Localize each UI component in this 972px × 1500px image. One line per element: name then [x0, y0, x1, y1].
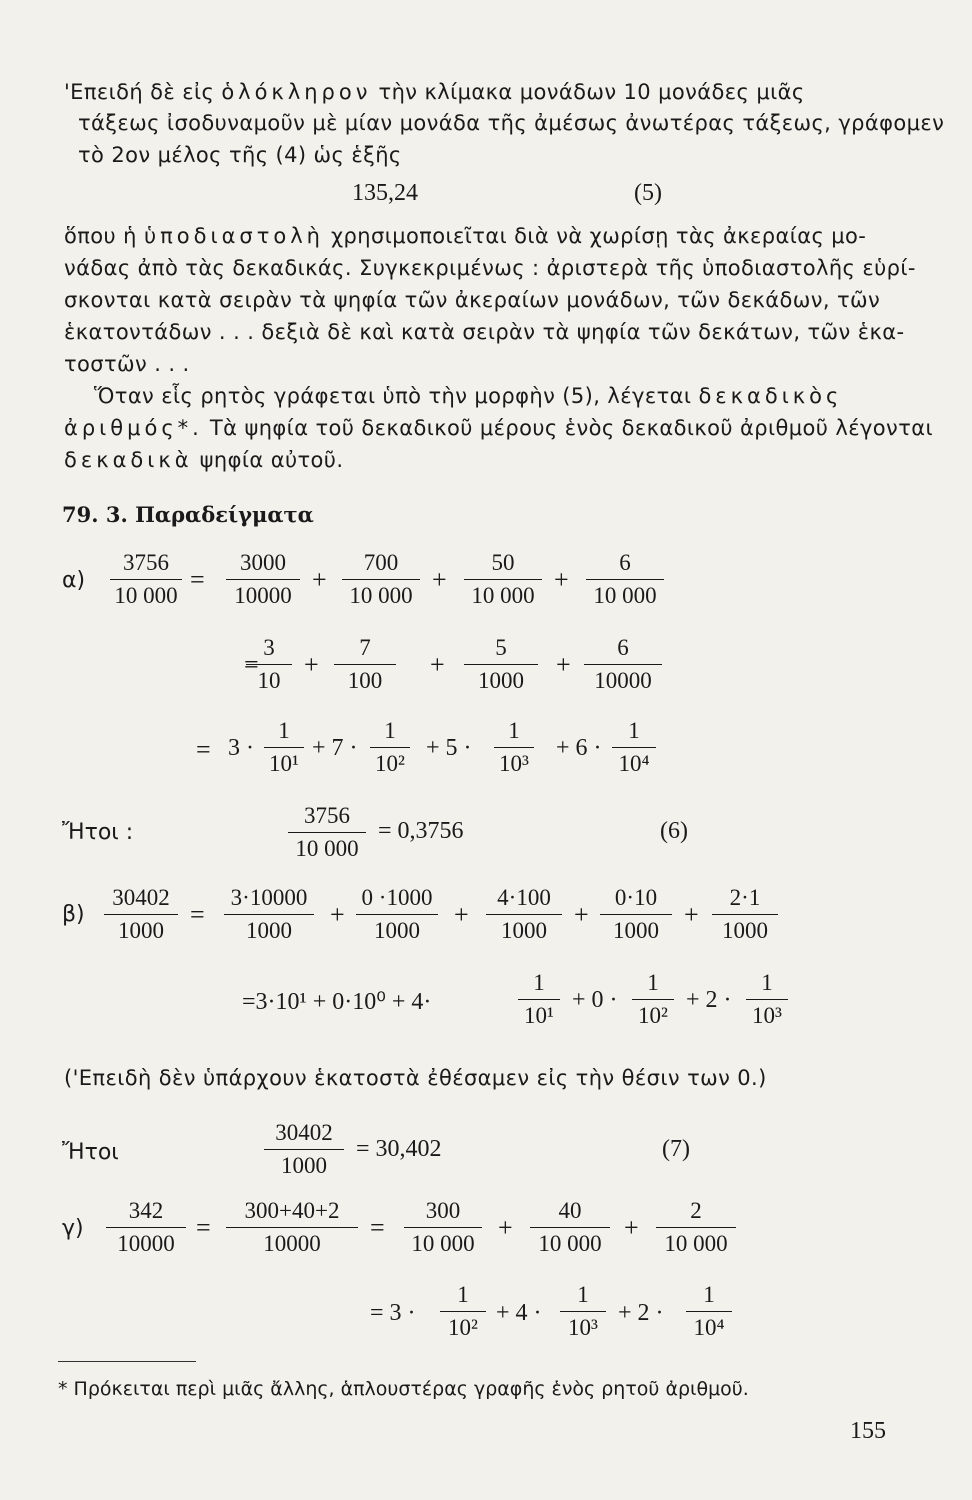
numerator: 7 — [359, 635, 371, 660]
numerator: 300+40+2 — [244, 1198, 340, 1223]
numerator: 0 ·1000 — [361, 885, 433, 910]
denominator: 1000 — [118, 918, 164, 943]
plus-sign: + — [556, 650, 571, 679]
denominator: 1000 — [281, 1153, 327, 1178]
denominator: 10² — [448, 1315, 478, 1340]
spaced-term: ὁλόκληρον — [221, 80, 372, 104]
coefficient: + 4 · — [496, 1300, 542, 1326]
numerator: 1 — [761, 970, 773, 995]
fraction — [104, 885, 178, 944]
fraction — [404, 1198, 482, 1257]
numerator: 6 — [619, 550, 631, 575]
text-fragment: Ὅταν εἷς ρητὸς γράφεται ὑπὸ τὴν μορφὴν (5), λέγεται — [94, 384, 692, 408]
numerator: 1 — [628, 718, 640, 743]
fraction — [288, 803, 366, 862]
spaced-term: ἀριθμός*. — [64, 416, 203, 440]
text-line: τὸ 2ον μέλος τῆς (4) ὡς ἑξῆς — [78, 143, 402, 167]
fraction — [586, 550, 664, 609]
fraction — [746, 970, 788, 1029]
fraction — [226, 1198, 358, 1257]
fraction — [712, 885, 778, 944]
denominator: 100 — [347, 668, 383, 693]
plus-sign: + — [498, 1213, 513, 1242]
equation-6-tag: (6) — [660, 818, 688, 844]
fraction — [518, 970, 560, 1029]
plus-sign: + — [432, 565, 447, 594]
numerator: 4·100 — [497, 885, 551, 910]
plus-sign: + — [454, 900, 469, 929]
page-number: 155 — [850, 1418, 886, 1444]
fraction-bar — [584, 664, 662, 665]
fraction — [226, 550, 300, 609]
denominator: 10000 — [594, 668, 652, 693]
text-line: νάδας ἀπὸ τὰς δεκαδικάς. Συγκεκριμένως : ἀριστερὰ τῆς ὑποδιαστολῆς εὑρί- — [64, 256, 916, 280]
numerator: 0·10 — [614, 885, 658, 910]
numerator: 6 — [617, 635, 629, 660]
fraction-bar — [486, 914, 562, 915]
footnote-rule — [58, 1361, 196, 1362]
denominator: 10⁴ — [693, 1315, 725, 1340]
fraction-bar — [712, 914, 778, 915]
fraction-bar — [746, 999, 788, 1000]
numerator: 2 — [690, 1198, 702, 1223]
plus-sign: + — [554, 565, 569, 594]
text-fragment: 'Επειδή δὲ εἰς — [64, 80, 215, 104]
numerator: 3·10000 — [230, 885, 308, 910]
fraction-bar — [104, 914, 178, 915]
fraction-bar — [110, 579, 182, 580]
equation-7-tag: (7) — [662, 1136, 690, 1162]
fraction — [464, 635, 538, 694]
fraction — [110, 550, 182, 609]
fraction-bar — [530, 1227, 610, 1228]
text-line — [64, 224, 866, 248]
fraction — [486, 885, 562, 944]
fraction — [560, 1282, 606, 1341]
fraction-bar — [464, 579, 542, 580]
fraction — [264, 1120, 344, 1179]
fraction-bar — [600, 914, 672, 915]
equals-sign: = — [190, 900, 205, 929]
fraction-bar — [264, 747, 304, 748]
coefficient: + 5 · — [426, 735, 472, 761]
fraction — [600, 885, 672, 944]
result-value: = 30,402 — [356, 1136, 442, 1162]
text-line — [64, 416, 933, 440]
fraction — [656, 1198, 736, 1257]
fraction-bar — [288, 832, 366, 833]
denominator: 1000 — [501, 918, 547, 943]
denominator: 10 — [257, 668, 281, 693]
denominator: 1000 — [246, 918, 292, 943]
text-line — [64, 80, 805, 104]
fraction — [440, 1282, 486, 1341]
section-heading: 79. 3. Παραδείγματα — [62, 502, 314, 527]
text-fragment: χρησιμοποιεῖται διὰ νὰ χωρίσῃ τὰς ἀκεραίας μο- — [331, 224, 867, 248]
text-line: σκονται κατὰ σειρὰν τὰ ψηφία τῶν ἀκεραίων μονάδων, τῶν δεκάδων, τῶν — [64, 288, 881, 312]
example-label-a: α) — [62, 568, 86, 593]
numerator: 1 — [647, 970, 659, 995]
numerator: 700 — [363, 550, 399, 575]
fraction — [494, 718, 534, 777]
expansion-expression: =3·10¹ + 0·10⁰ + 4· — [242, 989, 432, 1015]
fraction — [246, 635, 292, 694]
fraction — [464, 550, 542, 609]
footnote: * Πρόκειται περὶ μιᾶς ἄλλης, ἁπλουστέρας γραφῆς ἑνὸς ρητοῦ ἀριθμοῦ. — [58, 1378, 749, 1400]
numerator: 342 — [128, 1198, 164, 1223]
text-fragment: Τὰ ψηφία τοῦ δεκαδικοῦ μέρους ἑνὸς δεκαδικοῦ ἀριθμοῦ λέγονται — [209, 416, 933, 440]
plus-sign: + — [304, 650, 319, 679]
denominator: 1000 — [374, 918, 420, 943]
denominator: 10¹ — [524, 1003, 554, 1028]
numerator: 3756 — [123, 550, 169, 575]
numerator: 3756 — [304, 803, 350, 828]
fraction — [584, 635, 662, 694]
denominator: 10000 — [117, 1231, 175, 1256]
numerator: 30402 — [275, 1120, 333, 1145]
plus-sign: + — [330, 900, 345, 929]
numerator: 1 — [278, 718, 290, 743]
fraction-bar — [226, 1227, 358, 1228]
coefficient: + 7 · — [312, 735, 358, 761]
fraction — [612, 718, 656, 777]
denominator: 10² — [375, 751, 405, 776]
plus-sign: + — [684, 900, 699, 929]
fraction-bar — [106, 1227, 186, 1228]
fraction-bar — [404, 1227, 482, 1228]
equals-sign: = — [370, 1213, 385, 1242]
fraction-bar — [560, 1311, 606, 1312]
htoi-label: Ἤτοι — [62, 1140, 119, 1165]
numerator: 1 — [457, 1282, 469, 1307]
numerator: 3 — [263, 635, 275, 660]
spaced-term: ὑποδιαστολὴ — [143, 224, 324, 248]
denominator: 10 000 — [471, 583, 535, 608]
text-line — [64, 448, 343, 472]
text-line: τοστῶν . . . — [64, 352, 190, 376]
result-value: = 0,3756 — [378, 818, 464, 844]
denominator: 10³ — [568, 1315, 598, 1340]
denominator: 10³ — [499, 751, 529, 776]
denominator: 1000 — [478, 668, 524, 693]
text-fragment: ψηφία αὐτοῦ. — [199, 448, 344, 472]
spaced-term: δεκαδικὰ — [64, 448, 193, 472]
coefficient: = 3 · — [370, 1300, 416, 1326]
example-label-c: γ) — [62, 1216, 84, 1241]
spaced-term: δεκαδικὸς — [698, 384, 843, 408]
numerator: 1 — [533, 970, 545, 995]
fraction-bar — [612, 747, 656, 748]
plus-sign: + — [574, 900, 589, 929]
fraction — [632, 970, 674, 1029]
denominator: 10 000 — [295, 836, 359, 861]
denominator: 1000 — [722, 918, 768, 943]
fraction — [370, 718, 410, 777]
denominator: 10 000 — [349, 583, 413, 608]
numerator: 1 — [577, 1282, 589, 1307]
numerator: 3000 — [240, 550, 286, 575]
numerator: 50 — [491, 550, 515, 575]
text-fragment: τὴν κλίμακα μονάδων 10 μονάδες μιᾶς — [378, 80, 805, 104]
equation-5-tag: (5) — [634, 180, 662, 206]
equals-sign: = — [196, 735, 211, 764]
denominator: 10 000 — [664, 1231, 728, 1256]
fraction — [342, 550, 420, 609]
fraction — [264, 718, 304, 777]
numerator: 300 — [425, 1198, 461, 1223]
plus-sign: + — [624, 1213, 639, 1242]
fraction-bar — [246, 664, 292, 665]
denominator: 10⁴ — [618, 751, 650, 776]
fraction-bar — [686, 1311, 732, 1312]
fraction — [686, 1282, 732, 1341]
fraction — [224, 885, 314, 944]
denominator: 1000 — [613, 918, 659, 943]
numerator: 5 — [495, 635, 507, 660]
fraction — [106, 1198, 186, 1257]
denominator: 10000 — [263, 1231, 321, 1256]
plus-sign: + — [430, 650, 445, 679]
plus-sign: + — [312, 565, 327, 594]
coefficient: + 2 · — [618, 1300, 664, 1326]
fraction-bar — [656, 1227, 736, 1228]
text-line: τάξεως ἰσοδυναμοῦν μὲ μίαν μονάδα τῆς ἀμέσως ἀνωτέρας τάξεως, γράφομεν — [78, 111, 945, 135]
fraction-bar — [370, 747, 410, 748]
coefficient: + 0 · — [572, 987, 618, 1013]
coefficient: 3 · — [228, 735, 254, 761]
numerator: 1 — [384, 718, 396, 743]
fraction — [530, 1198, 610, 1257]
text-line: ἑκατοντάδων . . . δεξιὰ δὲ καὶ κατὰ σειρὰν τὰ ψηφία τῶν δεκάτων, τῶν ἑκα- — [64, 320, 905, 344]
equals-sign: = — [244, 650, 259, 679]
equals-sign: = — [190, 565, 205, 594]
parenthetical-note: ('Επειδὴ δὲν ὑπάρχουν ἑκατοστὰ ἐθέσαμεν εἰς τὴν θέσιν των 0.) — [64, 1066, 767, 1090]
fraction-bar — [632, 999, 674, 1000]
text-fragment: ὅπου ἡ — [64, 224, 137, 248]
fraction — [356, 885, 438, 944]
equals-sign: = — [196, 1213, 211, 1242]
fraction-bar — [224, 914, 314, 915]
coefficient: + 2 · — [686, 987, 732, 1013]
denominator: 10 000 — [411, 1231, 475, 1256]
htoi-label: Ἤτοι : — [62, 820, 134, 845]
denominator: 10³ — [752, 1003, 782, 1028]
denominator: 10000 — [234, 583, 292, 608]
numerator: 30402 — [112, 885, 170, 910]
denominator: 10¹ — [269, 751, 299, 776]
fraction-bar — [464, 664, 538, 665]
numerator: 1 — [508, 718, 520, 743]
fraction-bar — [494, 747, 534, 748]
example-label-b: β) — [62, 902, 85, 927]
fraction-bar — [440, 1311, 486, 1312]
numerator: 2·1 — [729, 885, 761, 910]
denominator: 10 000 — [538, 1231, 602, 1256]
fraction-bar — [342, 579, 420, 580]
denominator: 10² — [638, 1003, 668, 1028]
fraction-bar — [264, 1149, 344, 1150]
numerator: 1 — [703, 1282, 715, 1307]
denominator: 10 000 — [593, 583, 657, 608]
fraction-bar — [226, 579, 300, 580]
fraction-bar — [356, 914, 438, 915]
coefficient: + 6 · — [556, 735, 602, 761]
numerator: 40 — [558, 1198, 582, 1223]
fraction-bar — [586, 579, 664, 580]
fraction-bar — [518, 999, 560, 1000]
fraction-bar — [334, 664, 396, 665]
denominator: 10 000 — [114, 583, 178, 608]
fraction — [334, 635, 396, 694]
equation-5-value: 135,24 — [352, 180, 418, 206]
text-line — [94, 384, 842, 408]
